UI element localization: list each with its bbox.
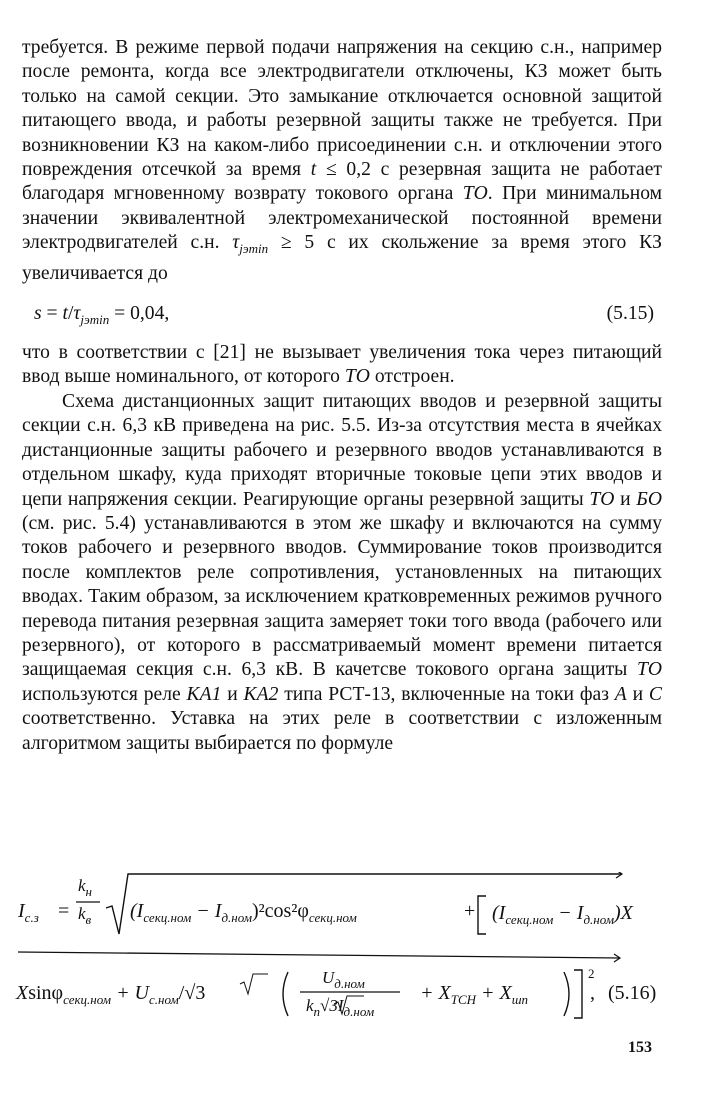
term: (I [492, 902, 506, 924]
paragraph-2 [22, 341, 662, 390]
formula-5-15-expression [34, 299, 169, 335]
var-tau: τ [232, 232, 240, 254]
text-run: . При минимальном значении эквивалентной электромеханической постоянной времени электродвигателей с.н. [22, 183, 663, 254]
lhs [18, 900, 39, 926]
subscript: д.ном [583, 912, 615, 927]
term: )X [614, 902, 633, 924]
frac-numerator [78, 876, 92, 900]
var-s: s [34, 303, 42, 325]
equals: = [58, 900, 70, 922]
var-tau-subscript: jэmin [239, 241, 269, 257]
right-bracket [574, 970, 582, 1018]
term: X [16, 982, 29, 1004]
formula-value: = 0,04, [109, 303, 170, 325]
term: − I [553, 902, 584, 924]
subscript: секц.ном [143, 910, 192, 925]
var-to: ТО [589, 488, 615, 510]
text-run: ≥ 5 с их скольжение за время этого КЗ увеличивается до [22, 232, 662, 284]
var-ka1: KA1 [186, 683, 222, 705]
text-run: используются реле [22, 683, 187, 705]
var-i: I [18, 900, 25, 922]
term: (I [130, 900, 144, 922]
var-u: U [322, 968, 335, 987]
subscript: п [313, 1004, 321, 1019]
subscript: секц.ном [505, 912, 554, 927]
var-ka2: KA2 [243, 683, 279, 705]
subscript: с.з [24, 910, 39, 925]
text-run: ≤ 0,2 с резервная защита не работает благодаря мгновенному возврату токового органа [22, 159, 662, 205]
var-to: ТО [344, 366, 370, 388]
subscript: н [85, 884, 92, 899]
term: + X [420, 982, 451, 1004]
subscript: с.ном [149, 992, 179, 1007]
comma: , [590, 982, 595, 1004]
term: + X [481, 982, 512, 1004]
subscript: д.ном [221, 910, 253, 925]
term: /√3 [178, 982, 206, 1004]
var-t: t [62, 303, 68, 325]
paragraph-1 [22, 36, 662, 286]
subscript: секц.ном [308, 910, 357, 925]
var-k: k [306, 996, 314, 1015]
term: + U [111, 982, 150, 1004]
text-run: (см. рис. 5.4) устанавливаются в этом же шкафу и включаются на сумму токов рабочего и резервного вводов. Суммирование токов производится после комплектов реле сопротивления, установленных на питающих вводах. Таким образом, за исключением кратковременных режимов ручного перевода питания резервная защита замеряет токи того ввода (рабочего или резервного), от которого в рассматриваемый момент времени питается защищаемая секция с.н. 6,3 кВ. В качетсве токового органа защиты [22, 512, 662, 681]
text-run: соответственно. Уставка на этих реле в соответствии с изложенным алгоритмом защиты выбирается по формуле [22, 708, 662, 754]
term: − I [191, 900, 222, 922]
var-t: t [310, 159, 317, 181]
sqrt-sign-small [240, 974, 268, 994]
inner-x-terms [420, 982, 528, 1008]
subscript: ТСН [450, 992, 477, 1007]
term: sinφ [28, 982, 64, 1004]
superscript-2: 2 [588, 966, 595, 981]
var-bo: БО [636, 488, 662, 510]
var-k: k [78, 904, 86, 923]
formula-5-15-number: (5.15) [606, 303, 654, 325]
inner-numerator [322, 968, 365, 992]
term: √3I [320, 996, 344, 1015]
text-run: и [626, 683, 649, 705]
right-paren [564, 972, 569, 1016]
text-run: Схема дистанционных защит питающих вводов и резервной защиты секции с.н. 6,3 кВ приведена на рис. 5.5. Из-за отсутствия места в ячейках дистанционные защиты рабочего и резервного вводов устанавливаются в отдельном шкафу, куда приходят вторичные токовые цепи этих вводов и цепи напряжения секции. Реагирующие органы резервной защиты [22, 390, 662, 510]
text-run: требуется. В режиме первой подачи напряжения на секцию с.н., например после ремонта, когда все электродвигатели отключены, КЗ может быть только на самой секции. Это замыкание отключается основной защитой питающего ввода, и работы резервной защиты также не требуется. При возникновении КЗ на каком-либо присоединении с.н. и отключении этого повреждения отсечкой за время [22, 37, 662, 181]
var-k: k [78, 876, 86, 895]
subscript: в [85, 912, 92, 927]
inner-denominator [306, 996, 374, 1020]
paragraph-3 [22, 390, 662, 756]
text-run: что в соответствии с [21] не вызывает увеличения тока через питающий ввод выше номинального, от которого [22, 342, 662, 388]
formula-5-15 [22, 299, 662, 329]
var-to: ТО [462, 183, 488, 205]
arrow-head [616, 872, 622, 878]
equals: = [41, 303, 63, 325]
subscript: д.ном [334, 976, 365, 991]
formula-5-16 [16, 872, 676, 1022]
subscript: д.ном [343, 1004, 375, 1019]
plus: + [464, 900, 476, 922]
var-phase-a: А [614, 683, 627, 705]
subscript: секц.ном [63, 992, 112, 1007]
page-text [22, 36, 662, 756]
var-to: ТО [636, 659, 662, 681]
term: )²cos²φ [252, 900, 309, 922]
left-bracket [478, 896, 486, 934]
text-run: типа РСТ-13, включенные на токи фаз [278, 683, 615, 705]
sqrt-overline-continued [18, 952, 620, 958]
var-tau-subscript: jэmin [80, 312, 110, 328]
text-run: отстроен. [369, 366, 455, 388]
var-tau: τ [73, 303, 81, 325]
text-run: и [221, 683, 244, 705]
formula-row-1-part-1 [130, 900, 357, 926]
text-run: и [614, 488, 637, 510]
formula-5-16-number: (5.16) [608, 982, 657, 1004]
subscript: шп [511, 992, 529, 1007]
frac-denominator [78, 904, 91, 928]
formula-row-1-part-2 [492, 902, 633, 928]
formula-row-2-part-1 [16, 982, 205, 1008]
page-number: 153 [628, 1039, 652, 1056]
slash: / [67, 303, 74, 325]
left-paren [283, 972, 288, 1016]
var-phase-c: С [648, 683, 662, 705]
